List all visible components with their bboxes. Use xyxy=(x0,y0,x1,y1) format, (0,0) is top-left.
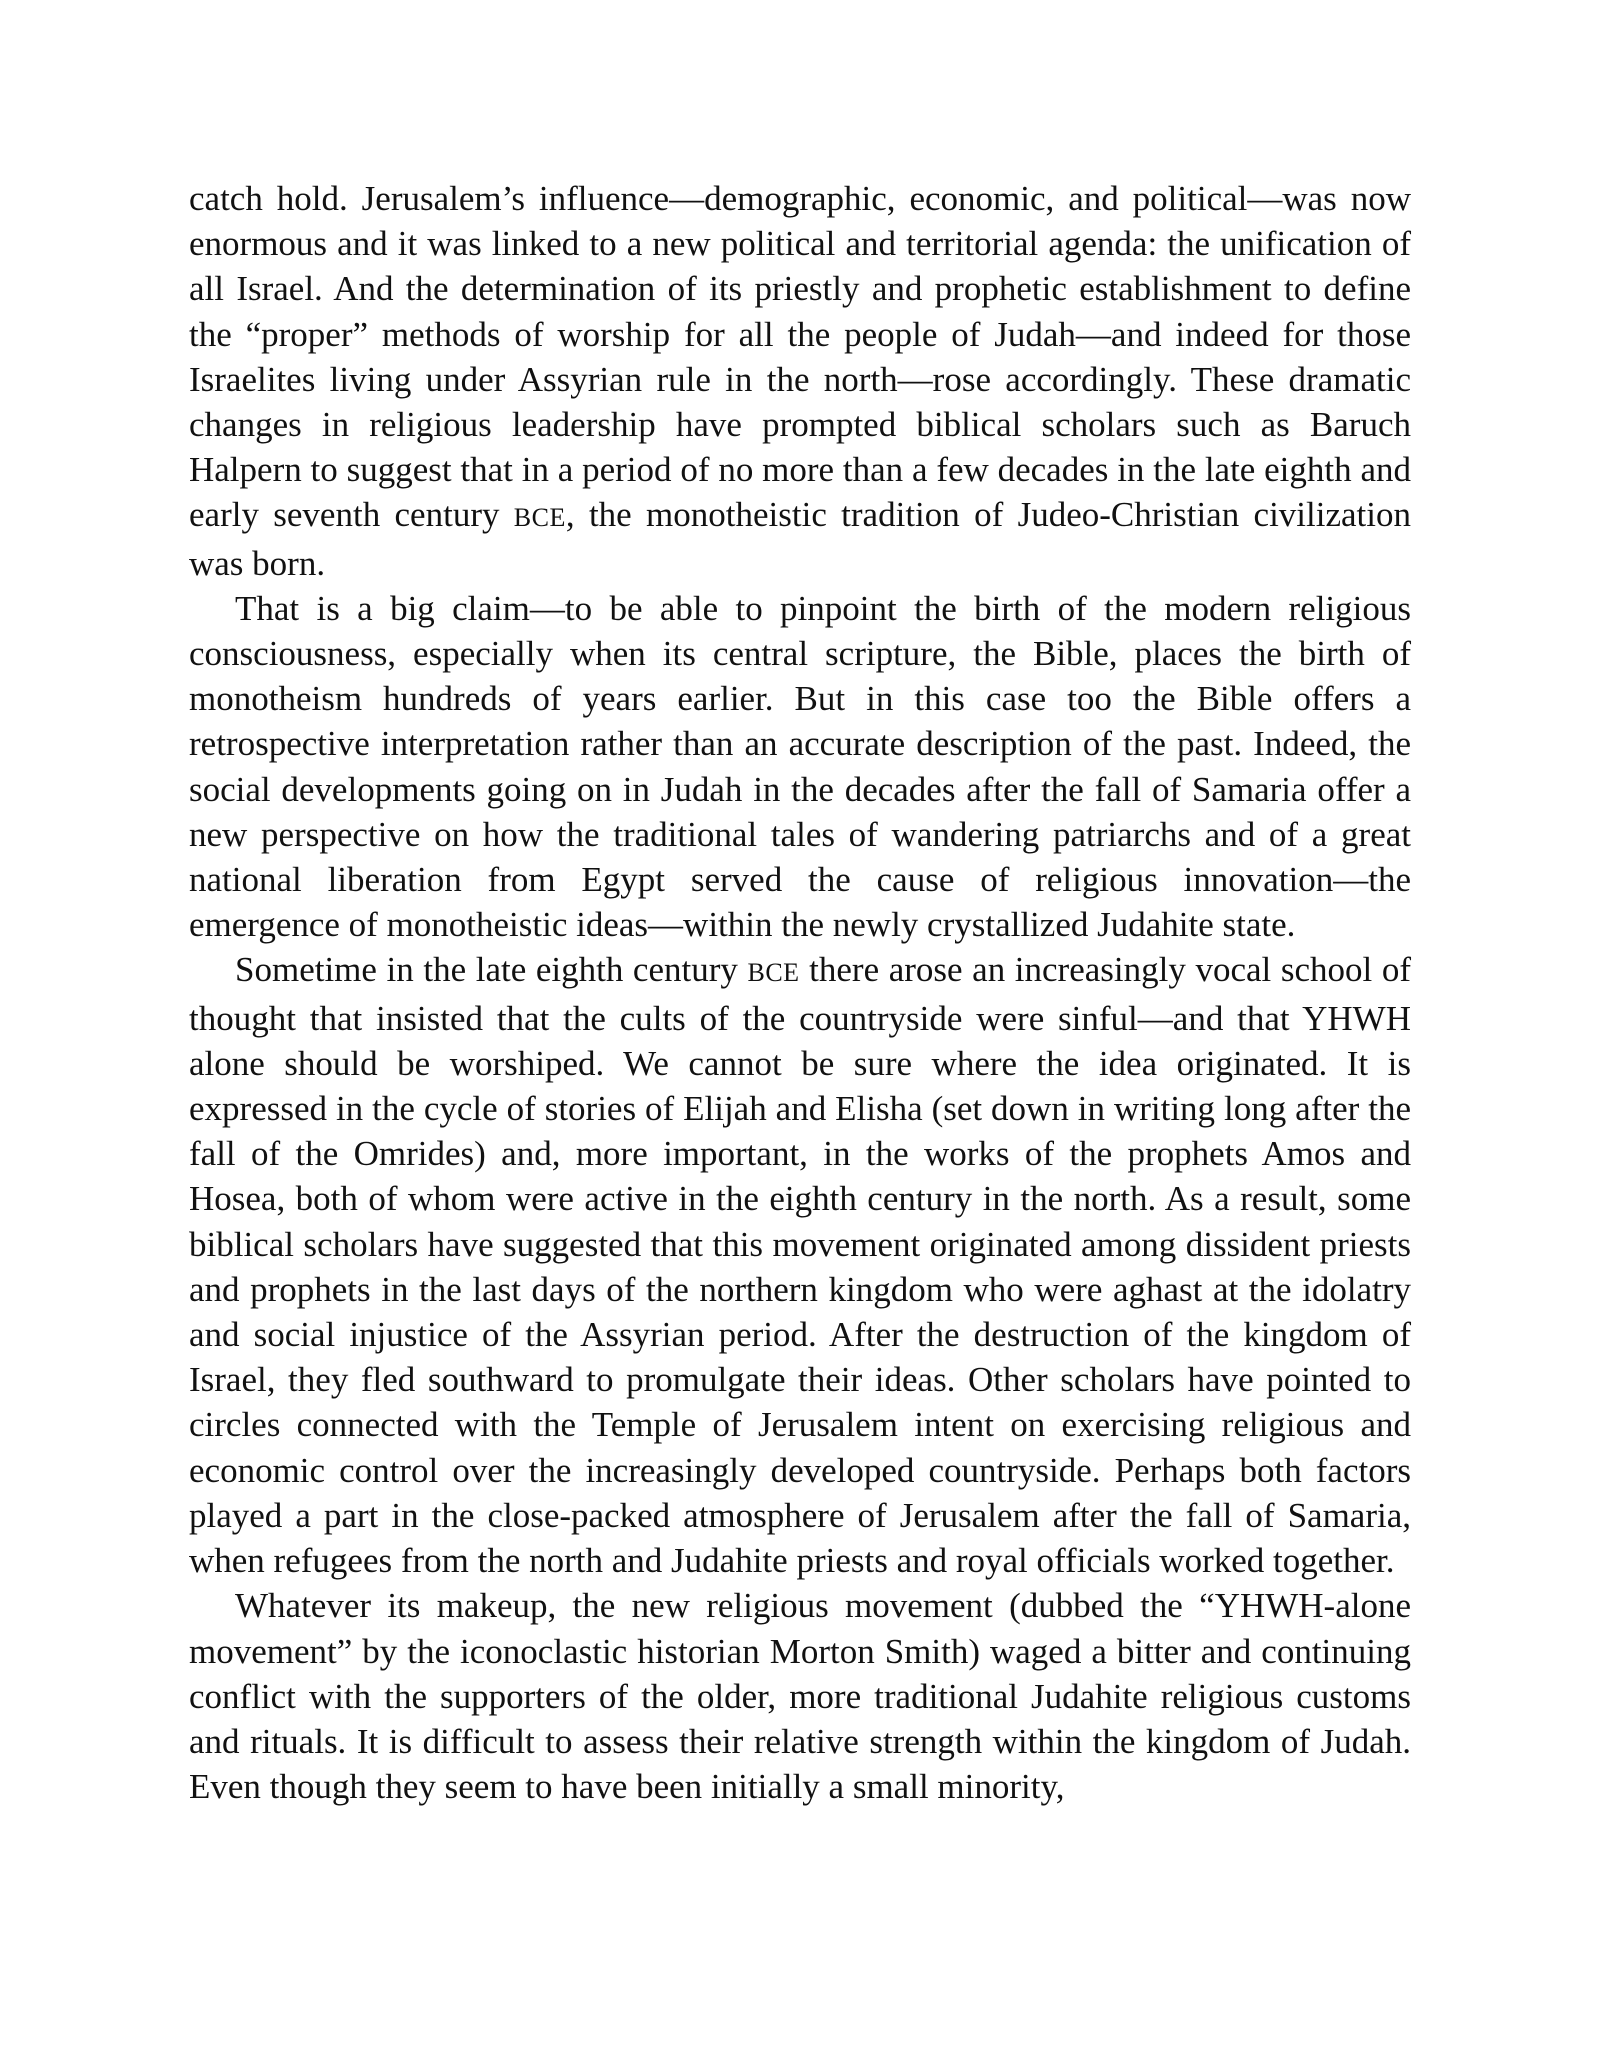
paragraph: Whatever its makeup, the new religious movement (dubbed the “YHWH-alone movement” by the iconoclastic historian Morton Smith) waged a bitter and continuing conflict with the supporters of the older, more traditional Judahite religious customs and rituals. It is difficult to assess their relative strength within the kingdom of Judah. Even though they seem to have been initially a small minority, xyxy=(189,1586,1411,1807)
paragraph xyxy=(189,947,1411,1583)
paragraph-text: Sometime in the late eighth century xyxy=(235,950,748,990)
era-abbreviation: BCE xyxy=(513,503,566,533)
paragraph-text: catch hold. Jerusalem’s influence—demographic, economic, and political—was now enormous and it was linked to a new political and territorial agenda: the unification of all Israel. And the determination of its priestly and prophetic establishment to define the “proper” methods of worship for all the people of Judah—and indeed for those Israelites living under Assyrian rule in the north—rose accordingly. These dramatic changes in religious leadership have prompted biblical scholars such as Baruch Halpern to suggest that in a period of no more than a few decades in the late eighth and early seventh century xyxy=(189,179,1411,535)
paragraph-text: , the monotheistic tradition of Judeo-Christian civilization was born. xyxy=(189,495,1411,583)
paragraph: That is a big claim—to be able to pinpoint the birth of the modern religious consciousness, especially when its central scripture, the Bible, places the birth of monotheism hundreds of years earlier. But in this case too the Bible offers a retrospective interpretation rather than an accurate description of the past. Indeed, the social developments going on in Judah in the decades after the fall of Samaria offer a new perspective on how the traditional tales of wandering patriarchs and of a great national liberation from Egypt served the cause of religious innovation—the emergence of monotheistic ideas—within the newly crystallized Judahite state. xyxy=(189,588,1411,945)
era-abbreviation: BCE xyxy=(747,958,800,988)
paragraph-text: there arose an increasingly vocal school of thought that insisted that the cults of the countryside were sinful—and that YHWH alone should be worshiped. We cannot be sure where the idea originated. It is expressed in the cycle of stories of Elijah and Elisha (set down in writing long after the fall of the Omrides) and, more important, in the works of the prophets Amos and Hosea, both of whom were active in the eighth century in the north. As a result, some biblical scholars have suggested that this movement originated among dissident priests and prophets in the last days of the northern kingdom who were aghast at the idolatry and social injustice of the Assyrian period. After the destruction of the kingdom of Israel, they fled southward to promulgate their ideas. Other scholars have pointed to circles connected with the Temple of Jerusalem intent on exercising religious and economic control over the increasingly developed countryside. Perhaps both factors played a part in the close-packed atmosphere of Jerusalem after the fall of Samaria, when refugees from the north and Judahite priests and royal officials worked together. xyxy=(189,950,1411,1581)
book-page xyxy=(189,176,1411,1809)
paragraph-continued xyxy=(189,176,1411,586)
